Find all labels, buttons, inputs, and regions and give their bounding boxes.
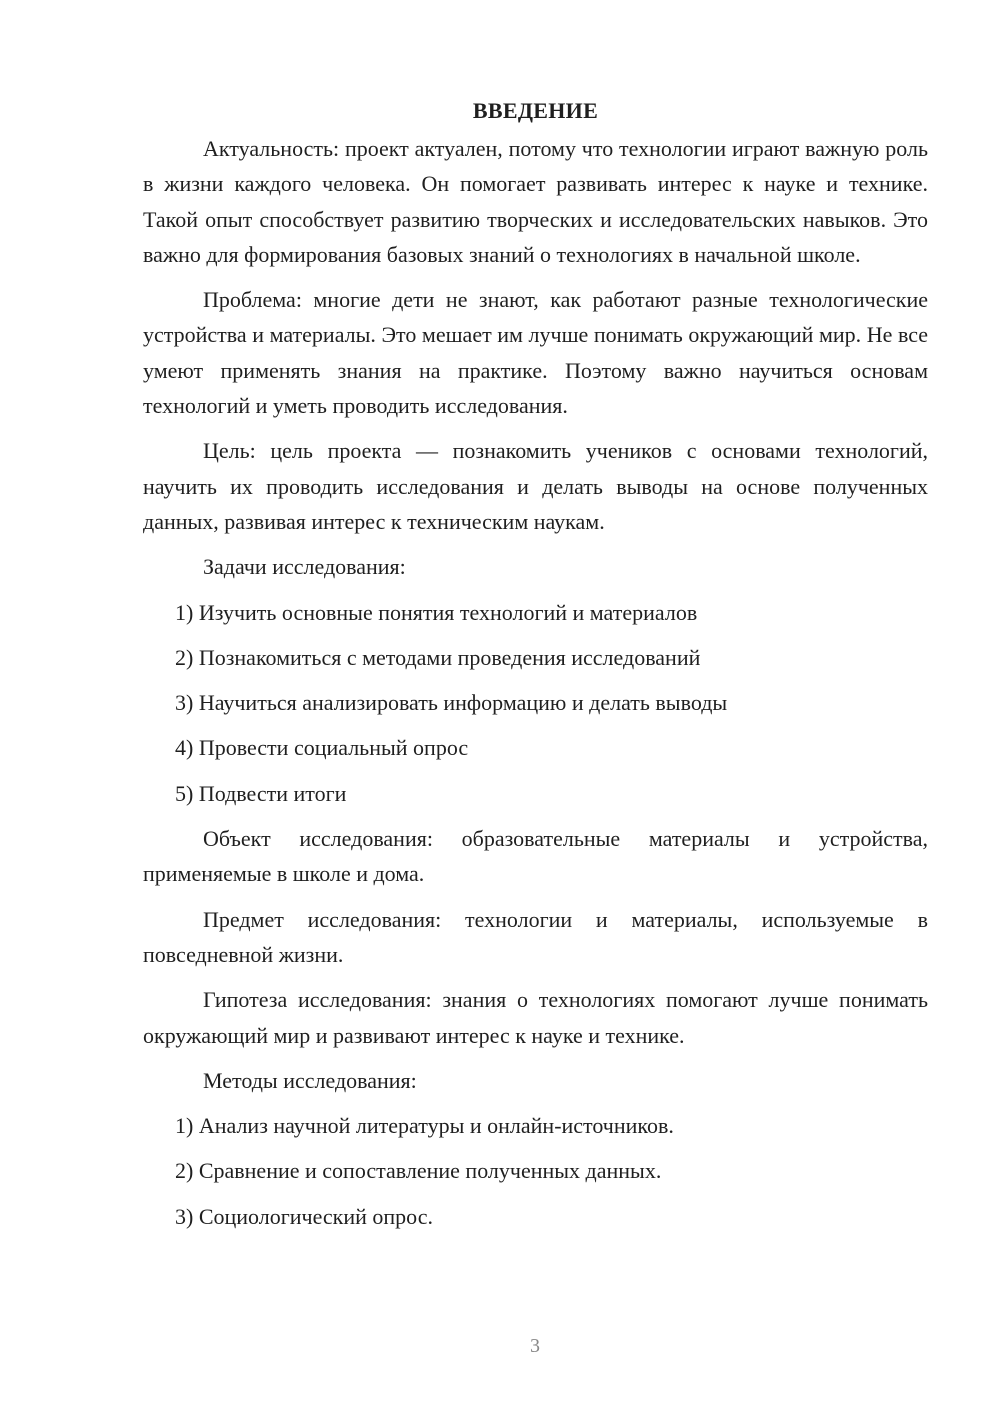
relevance-paragraph: Актуальность: проект актуален, потому что технологии играют важную роль в жизни каждого человека. Он помогает развивать интерес к науке и технике. Такой опыт способствует развитию творческих и исследовательских навыков. Это важно для формирования базовых знаний о технологиях в начальной школе.: [143, 136, 928, 267]
method-item: 2) Сравнение и сопоставление полученных данных.: [175, 1158, 662, 1184]
goal-paragraph: Цель: цель проекта — познакомить учеников с основами технологий, научить их проводить исследования и делать выводы на основе полученных данных, развивая интерес к техническим наукам.: [143, 438, 928, 534]
subject-paragraph: Предмет исследования: технологии и материалы, используемые в повседневной жизни.: [143, 906, 928, 967]
task-item: 1) Изучить основные понятия технологий и материалов: [175, 599, 698, 625]
page-title: ВВЕДЕНИЕ: [472, 98, 599, 123]
methods-heading: Методы исследования:: [203, 1067, 417, 1093]
page-number: 3: [530, 1335, 540, 1357]
method-item: 1) Анализ научной литературы и онлайн-источников.: [175, 1113, 674, 1139]
hypothesis-paragraph: Гипотеза исследования: знания о технологиях помогают лучше понимать окружающий мир и развивают интерес к науке и технике.: [143, 987, 928, 1048]
problem-paragraph: Проблема: многие дети не знают, как работают разные технологические устройства и материалы. Это мешает им лучше понимать окружающий мир. Не все умеют применять знания на практике. Поэтому важно научиться основам технологий и уметь проводить исследования.: [143, 287, 928, 419]
document-page: [143, 95, 928, 1244]
task-item: 3) Научиться анализировать информацию и делать выводы: [175, 690, 728, 716]
task-item: 5) Подвести итоги: [175, 780, 347, 806]
method-item: 3) Социологический опрос.: [175, 1203, 433, 1229]
task-item: 4) Провести социальный опрос: [175, 735, 469, 761]
tasks-heading: Задачи исследования:: [203, 554, 406, 580]
object-paragraph: Объект исследования: образовательные материалы и устройства, применяемые в школе и дома.: [143, 826, 928, 887]
task-item: 2) Познакомиться с методами проведения исследований: [175, 644, 701, 670]
